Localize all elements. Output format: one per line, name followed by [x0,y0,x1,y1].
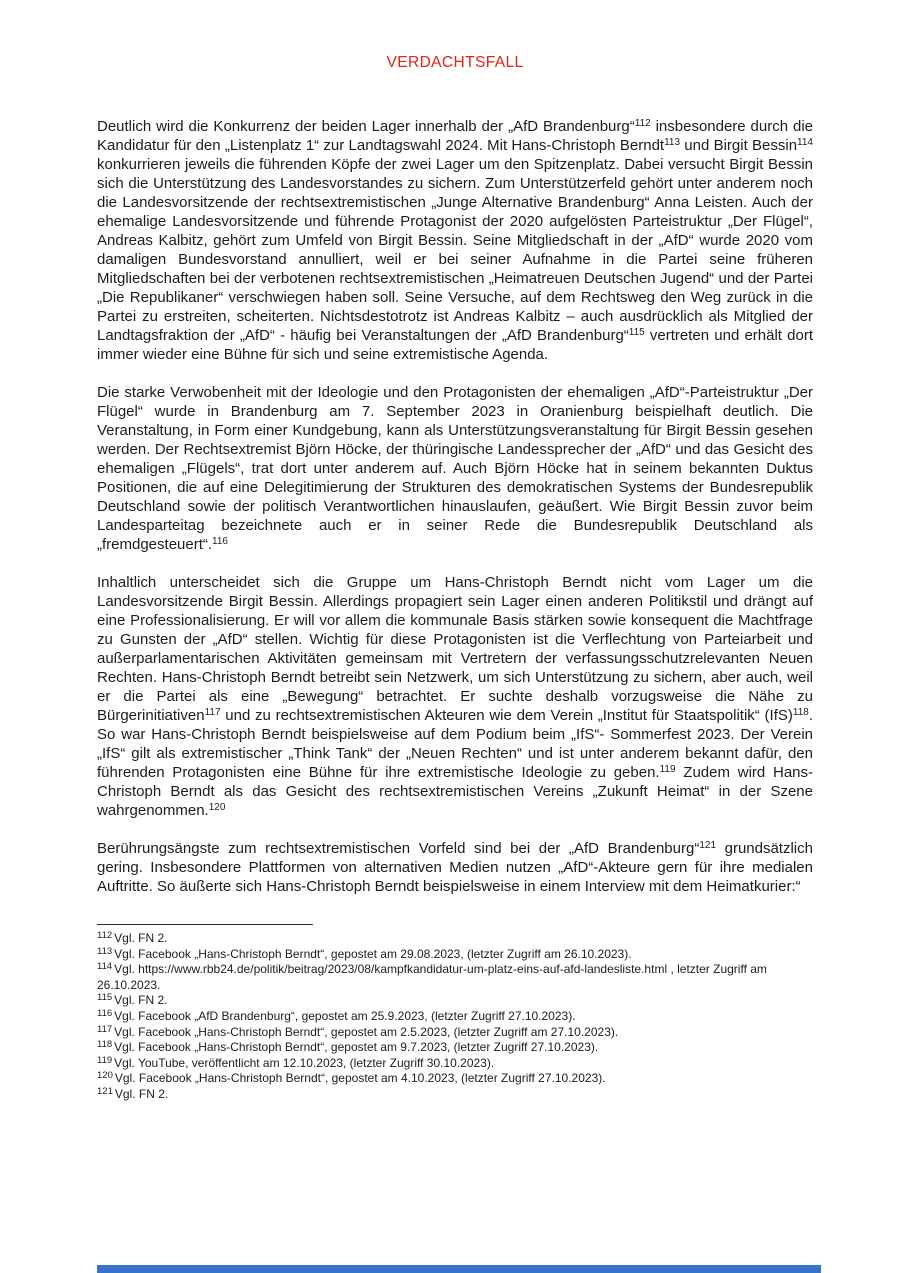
footnote-text: Vgl. Facebook „Hans-Christoph Berndt“, gepostet am 9.7.2023, (letzter Zugriff 27.10.2023). [114,1040,599,1055]
footnote-number: 120 [97,1070,113,1082]
classification-heading: VERDACHTSFALL [386,54,524,71]
footnote-ref: 120 [208,802,226,813]
page-content [97,54,813,1103]
footnote-text: Vgl. Facebook „Hans-Christoph Berndt“, gepostet am 2.5.2023, (letzter Zugriff am 27.10.2023). [114,1024,619,1039]
footnote-number: 115 [97,992,113,1004]
quote-highlight-bar [97,1265,821,1273]
footnote-ref: 113 [664,137,681,148]
footnote-text: Vgl. Facebook „Hans-Christoph Berndt“, gepostet am 29.08.2023, (letzter Zugriff am 26.10.2023). [114,946,632,961]
footnote-ref: 115 [628,327,645,338]
footnote-text: Vgl. YouTube, veröffentlicht am 12.10.2023, (letzter Zugriff 30.10.2023). [114,1055,495,1070]
footnote-ref: 118 [792,707,809,718]
paragraph: Die starke Verwobenheit mit der Ideologie und den Protagonisten der ehemaligen „AfD“-Parteistruktur „Der Flügel“ wurde in Brandenburg am 7. September 2023 in Oranienburg beispielhaft deutlich. Die Veranstaltung, in Form einer Kundgebung, kann als Unterstützungsveranstaltung für Birgit Bessin gesehen werden. Der Rechtsextremist Björn Höcke, der thüringische Landessprecher der „AfD“ und das Gesicht des ehemaligen „Flügels“, trat dort unter anderem auf. Auch Björn Höcke hat in seinem bekannten Duktus Positionen, die auf eine Delegitimierung der Strukturen des demokratischen Systems der Bundesrepublik Deutschland sowie der politisch Verantwortlichen hinauslaufen, geäußert. Wie Birgit Bessin zuvor beim Landesparteitag bezeichnete auch er in seiner Rede die Bundesrepublik Deutschland als „fremdgesteuert“.$^{116}$ [97,384,813,553]
footnote-number: 119 [97,1054,113,1066]
footnote [97,1025,813,1041]
footnote-number: 118 [97,1039,113,1051]
footnote-ref: 117 [204,707,221,718]
footnote-separator [97,924,313,925]
footnote-text: Vgl. FN 2. [114,1086,169,1101]
footnote-number: 121 [97,1085,113,1097]
footnote [97,1056,813,1072]
footnote-number: 114 [97,961,113,973]
footnote-text: Vgl. Facebook „Hans-Christoph Berndt“, gepostet am 4.10.2023, (letzter Zugriff 27.10.2023). [114,1071,606,1086]
footnote-ref: 114 [797,137,813,148]
footnote-text: Vgl. Facebook „AfD Brandenburg“, gepostet am 25.9.2023, (letzter Zugriff 27.10.2023). [114,1008,576,1023]
footnote [97,1071,813,1087]
footnote [97,1040,813,1056]
footnote-ref: 119 [659,764,676,775]
paragraph: Berührungsängste zum rechtsextremistischen Vorfeld sind bei der „AfD Brandenburg“$^{121}$ grundsätzlich gering. Insbesondere Plattformen von alternativen Medien nutzen „AfD“-Akteure gern für ihre medialen Auftritte. So äußerte sich Hans-Christoph Berndt beispielsweise in einem Interview mit dem Heimatkurier:“ [97,840,813,895]
footnote [97,947,813,963]
footnote [97,931,813,947]
footnote-text: Vgl. https://www.rbb24.de/politik/beitrag/2023/08/kampfkandidatur-um-platz-eins-auf-afd-landesliste.html , letzter Zugriff am 26.10.2023. [97,962,767,992]
paragraph: Deutlich wird die Konkurrenz der beiden Lager innerhalb der „AfD Brandenburg“$^{112}$ insbesondere durch die Kandidatur für den „Listenplatz 1“ zur Landtagswahl 2024. Mit Hans-Christoph Berndt$^{113}$ und Birgit Bessin$^{114}$ konkurrieren jeweils die führenden Köpfe der zwei Lager um den Spitzenplatz. Dabei versucht Birgit Bessin sich die Unterstützung des Landesvorstandes zu sichern. Zum Unterstützerfeld gehört unter anderem noch die Landesvorsitzende der rechtsextremistischen „Junge Alternative Brandenburg“ Anna Leisten. Auch der ehemalige Landesvorsitzende und führende Protagonist der 2020 aufgelösten Parteistruktur „Der Flügel“, Andreas Kalbitz, gehört zum Umfeld von Birgit Bessin. Seine Mitgliedschaft in der „AfD“ wurde 2020 vom damaligen Bundesvorstand annulliert, weil er bei seiner Aufnahme in die Partei seine früheren Mitgliedschaften bei der verbotenen rechtsextremistischen „Heimatreuen Deutschen Jugend“ und der Partei „Die Republikaner“ verschwiegen haben soll. Seine Versuche, auf dem Rechtsweg den Weg zurück in die Partei zu erstreiten, scheiterten. Nichtsdestotrotz ist Andreas Kalbitz – auch ausdrücklich als Mitglied der Landtagsfraktion der „AfD“ - häufig bei Veranstaltungen der „AfD Brandenburg“$^{115}$ vertreten und erhält dort immer wieder eine Bühne für sich und seine extremistische Agenda. [97,118,814,363]
footnote-number: 116 [97,1007,113,1019]
footnote [97,1009,813,1025]
footnote-number: 117 [97,1023,113,1035]
footnote-ref: 112 [634,118,651,129]
footnote-text: Vgl. FN 2. [114,931,168,945]
footnote-number: 113 [97,945,113,957]
body-text [97,117,813,896]
footnote-number: 112 [97,930,113,941]
paragraph: Inhaltlich unterscheidet sich die Gruppe um Hans-Christoph Berndt nicht vom Lager um die Landesvorsitzende Birgit Bessin. Allerdings propagiert sein Lager einen anderen Politikstil und drängt auf eine Professionalisierung. Er will vor allem die kommunale Basis stärken sowie konsequent die Machtfrage zu Gunsten der „AfD“ stellen. Wichtig für diese Protagonisten ist die Verflechtung von Parteiarbeit und außerparlamentarischen Aktivitäten gemeinsam mit Vertretern der verfassungsschutzrelevanten Neuen Rechten. Hans-Christoph Berndt betreibt sein Netzwerk, um sich Unterstützung zu sichern, aber auch, weil er die Partei als eine „Bewegung“ betrachtet. Er suchte deshalb vorzugsweise die Nähe zu Bürgerinitiativen$^{117}$ und zu rechtsextremistischen Akteuren wie dem Verein „Institut für Staatspolitik“ (IfS)$^{118}$. So war Hans-Christoph Berndt beispielsweise auf dem Podium beim „IfS“- Sommerfest 2023. Der Verein „IfS“ gilt als extremistischer „Think Tank“ der „Neuen Rechten“ und ist unter anderem bekannt dafür, den führenden Protagonisten eine Bühne für ihre extremistische Ideologie zu geben.$^{119}$ Zudem wird Hans-Christoph Berndt als das Gesicht des rechtsextremistischen Vereins „Zukunft Heimat“ in der Szene wahrgenommen.$^{120}$ [97,574,813,819]
footnote [97,1087,813,1103]
footnote [97,962,813,993]
footnote [97,993,813,1009]
footnote-text: Vgl. FN 2. [114,993,168,1008]
footnotes-section [97,931,813,1103]
footnote-ref: 116 [212,536,228,547]
footnote-ref: 121 [699,840,717,851]
